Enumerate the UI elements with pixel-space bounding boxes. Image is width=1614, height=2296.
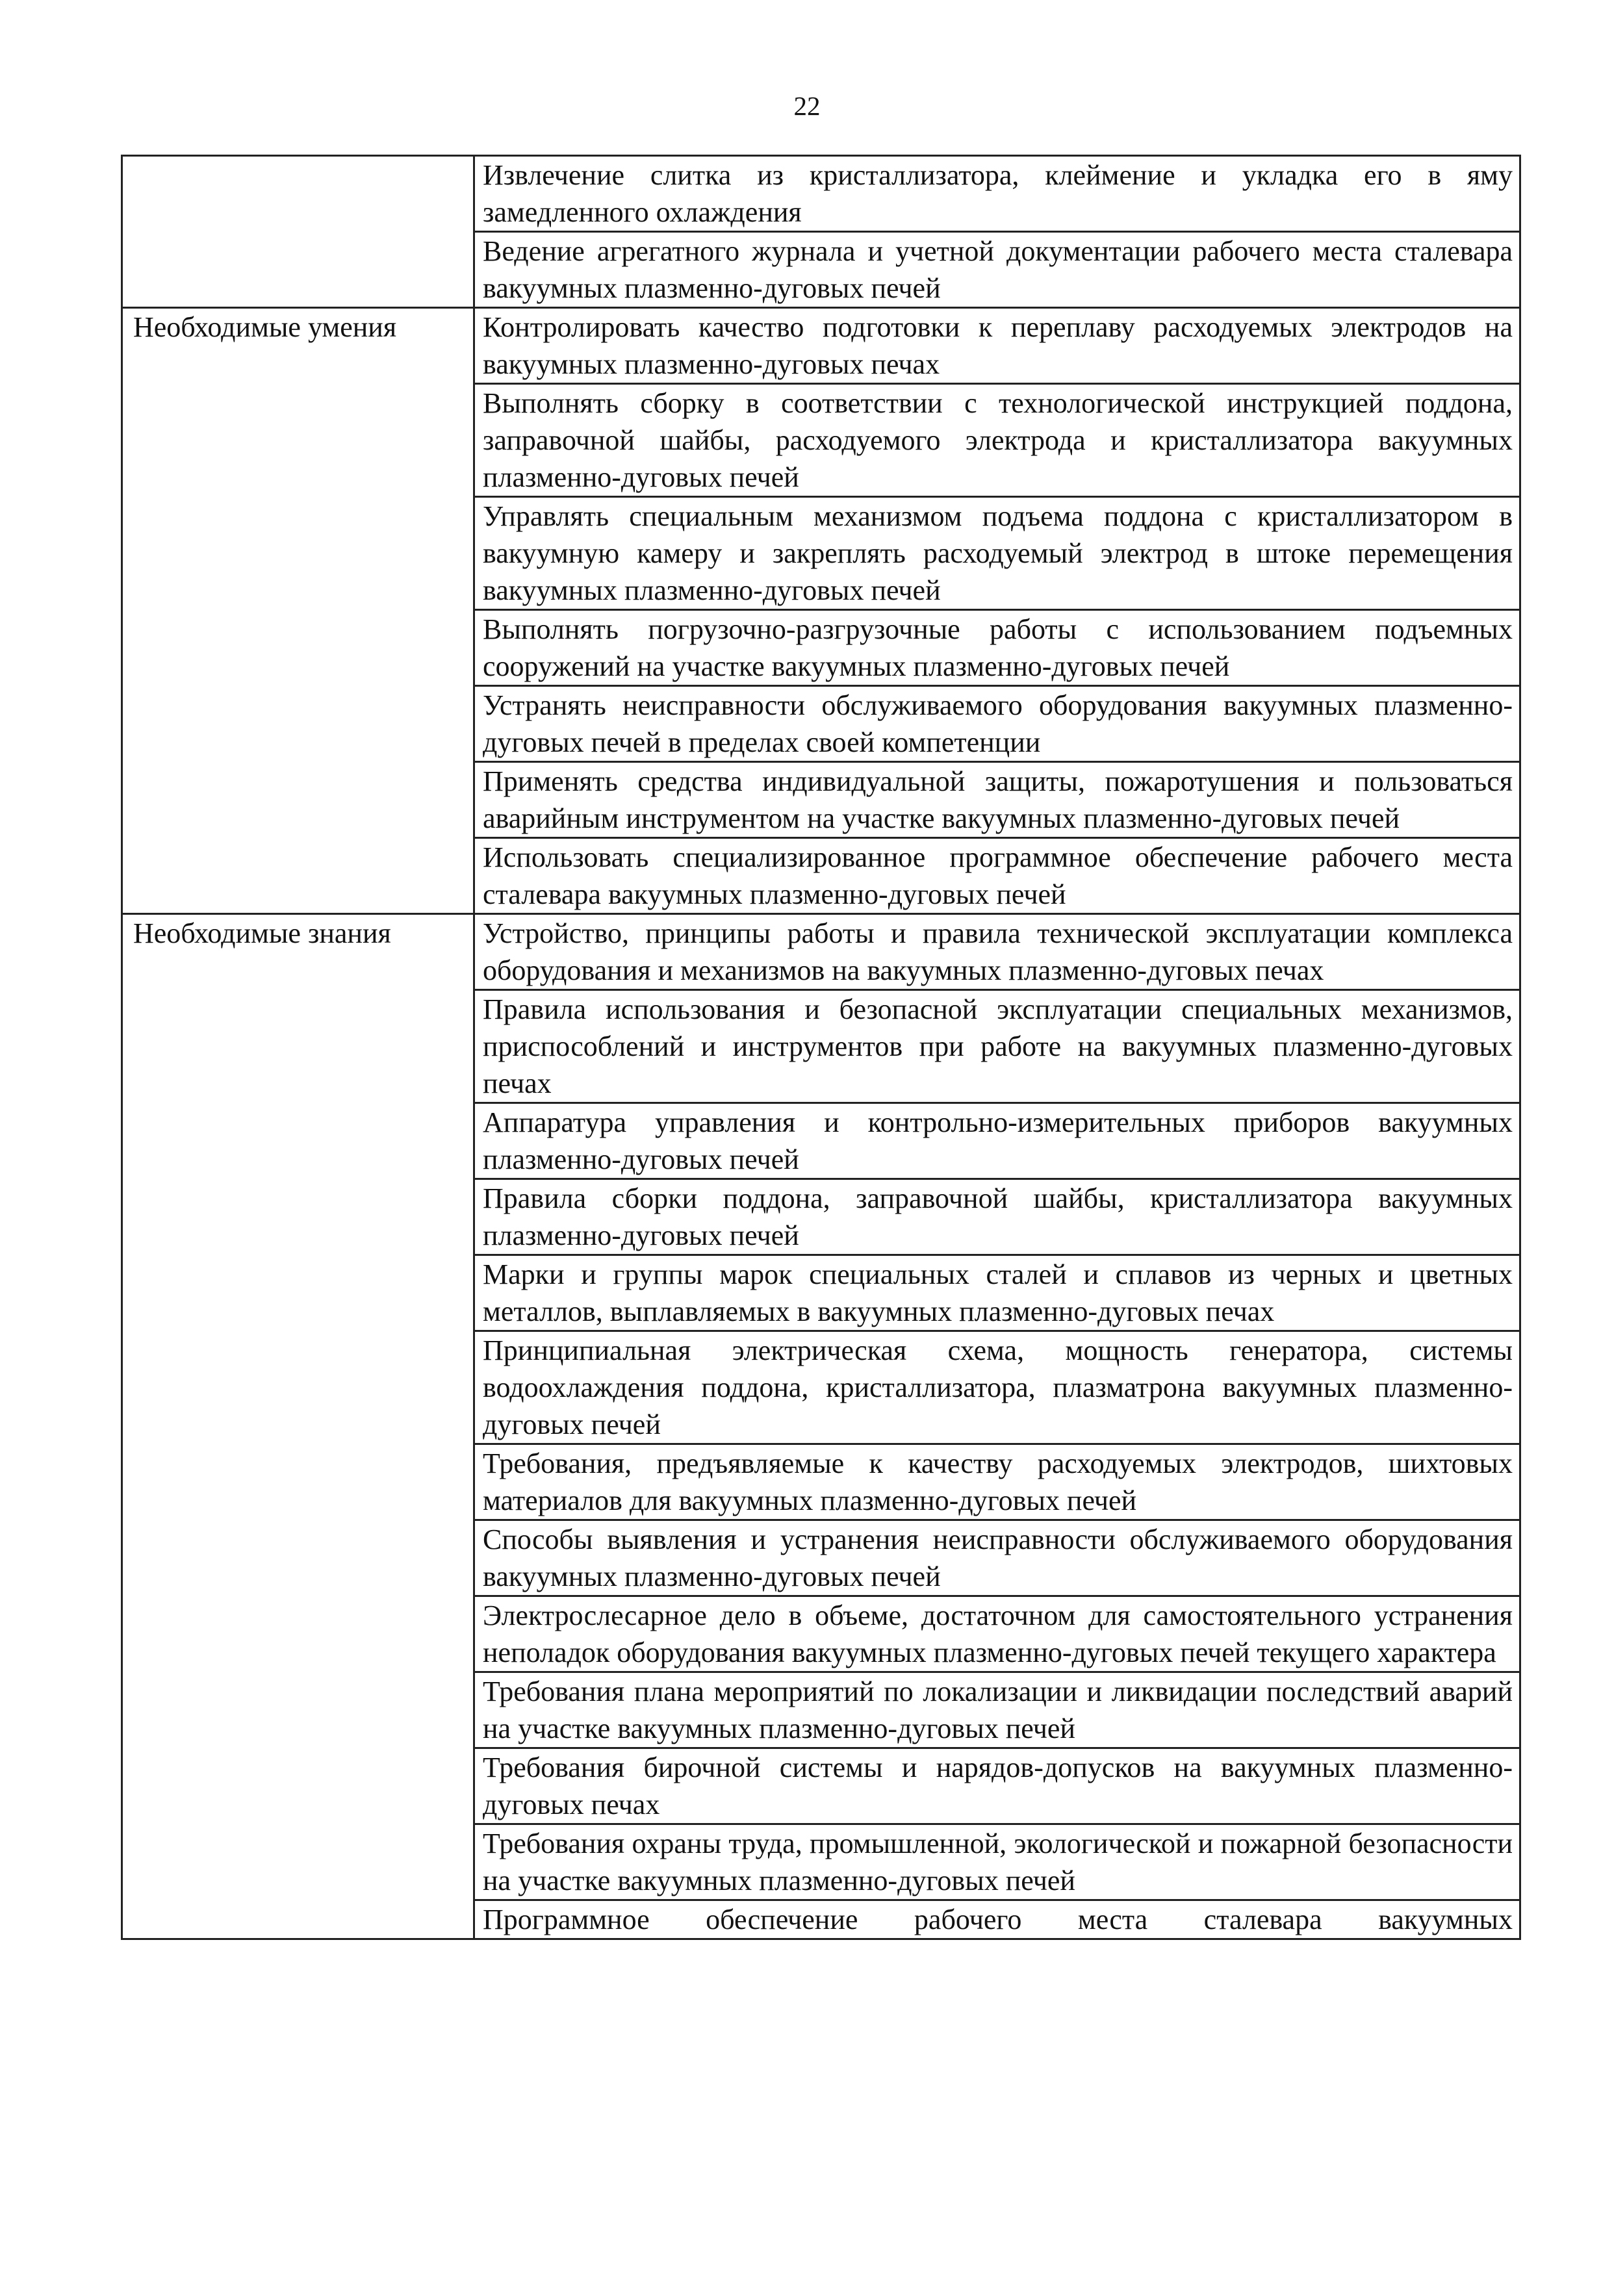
knowledge-label: Необходимые знания [122,914,474,1939]
table-cell: Ведение агрегатного журнала и учетной документации рабочего места сталевара вакуумных плазменно-дуговых печей [474,232,1520,308]
table-cell: Устройство, принципы работы и правила технической эксплуатации комплекса оборудования и механизмов на вакуумных плазменно-дуговых печах [474,914,1520,990]
table-cell: Требования охраны труда, промышленной, экологической и пожарной безопасности на участке вакуумных плазменно-дуговых печей [474,1824,1520,1900]
competency-table [121,155,1521,1940]
table-cell: Контролировать качество подготовки к переплаву расходуемых электродов на вакуумных плазменно-дуговых печах [474,308,1520,384]
empty-label-cell [122,156,474,308]
table-cell: Аппаратура управления и контрольно-измерительных приборов вакуумных плазменно-дуговых печей [474,1103,1520,1179]
table-cell: Принципиальная электрическая схема, мощность генератора, системы водоохлаждения поддона, кристаллизатора, плазматрона вакуумных плазменно-дуговых печей [474,1331,1520,1444]
table-cell: Извлечение слитка из кристаллизатора, клеймение и укладка его в яму замедленного охлаждения [474,156,1520,232]
table-row [122,156,1520,232]
page-number: 22 [793,91,821,121]
table-cell: Использовать специализированное программное обеспечение рабочего места сталевара вакуумных плазменно-дуговых печей [474,838,1520,914]
table-row [122,914,1520,990]
skills-label: Необходимые умения [122,308,474,914]
table-cell: Правила сборки поддона, заправочной шайбы, кристаллизатора вакуумных плазменно-дуговых печей [474,1179,1520,1255]
table-cell: Способы выявления и устранения неисправности обслуживаемого оборудования вакуумных плазменно-дуговых печей [474,1520,1520,1596]
table-cell: Требования плана мероприятий по локализации и ликвидации последствий аварий на участке вакуумных плазменно-дуговых печей [474,1672,1520,1748]
table-cell: Требования бирочной системы и нарядов-допусков на вакуумных плазменно-дуговых печах [474,1748,1520,1824]
table-cell: Применять средства индивидуальной защиты, пожаротушения и пользоваться аварийным инструментом на участке вакуумных плазменно-дуговых печей [474,762,1520,838]
table-cell: Марки и группы марок специальных сталей и сплавов из черных и цветных металлов, выплавляемых в вакуумных плазменно-дуговых печах [474,1255,1520,1331]
table-cell: Выполнять погрузочно-разгрузочные работы с использованием подъемных сооружений на участке вакуумных плазменно-дуговых печей [474,610,1520,686]
table-cell: Требования, предъявляемые к качеству расходуемых электродов, шихтовых материалов для вакуумных плазменно-дуговых печей [474,1444,1520,1520]
table-cell: Программное обеспечение рабочего места сталевара вакуумных [474,1900,1520,1939]
table-row [122,308,1520,384]
table-cell: Правила использования и безопасной эксплуатации специальных механизмов, приспособлений и инструментов при работе на вакуумных плазменно-дуговых печах [474,990,1520,1103]
table-cell: Выполнять сборку в соответствии с технологической инструкцией поддона, заправочной шайбы, расходуемого электрода и кристаллизатора вакуумных плазменно-дуговых печей [474,384,1520,497]
table-cell: Устранять неисправности обслуживаемого оборудования вакуумных плазменно-дуговых печей в пределах своей компетенции [474,686,1520,762]
table-cell: Электрослесарное дело в объеме, достаточном для самостоятельного устранения неполадок оборудования вакуумных плазменно-дуговых печей текущего характера [474,1596,1520,1672]
table-cell: Управлять специальным механизмом подъема поддона с кристаллизатором в вакуумную камеру и закреплять расходуемый электрод в штоке перемещения вакуумных плазменно-дуговых печей [474,497,1520,610]
